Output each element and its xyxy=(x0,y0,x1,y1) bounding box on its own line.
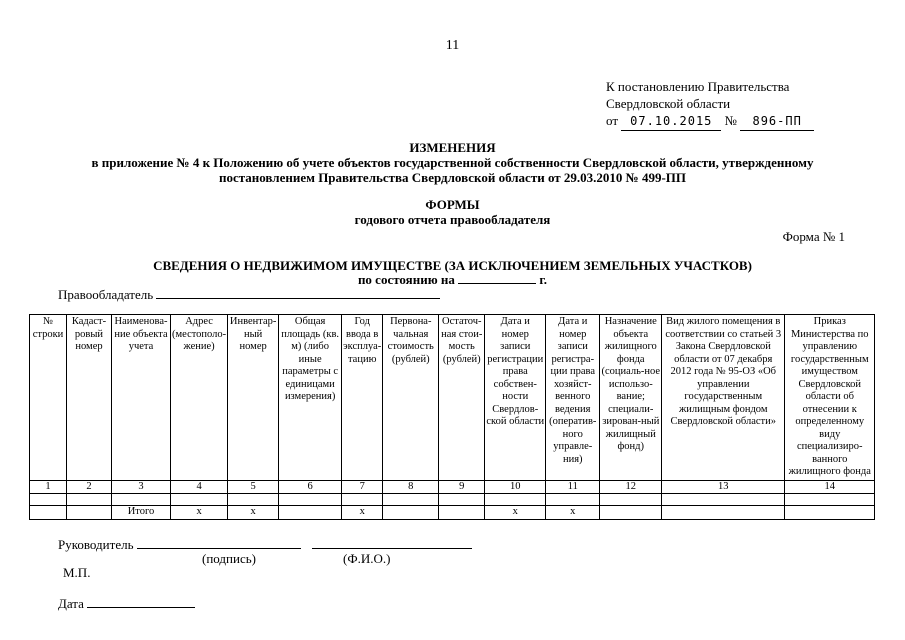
table-row xyxy=(30,494,875,506)
head-signature-line xyxy=(58,537,472,553)
table-cell[interactable] xyxy=(112,494,171,506)
total-cell xyxy=(439,506,485,520)
forms-subtitle: годового отчета правообладателя xyxy=(354,212,551,227)
total-cell xyxy=(662,506,785,520)
header-cell: Назначение объекта жилищного фонда (социаль-ное использо-вание; специали-зирован-ный жилищный фонд) xyxy=(600,315,662,481)
header-cell: Дата и номер записи регистрации права собствен-ности Свердлов-ской области xyxy=(485,315,546,481)
total-cell: x xyxy=(228,506,279,520)
table-cell[interactable] xyxy=(383,494,439,506)
column-number: 1 xyxy=(30,480,67,494)
total-cell: x xyxy=(171,506,228,520)
as-of-suffix: г. xyxy=(539,272,548,287)
column-number: 10 xyxy=(485,480,546,494)
header-cell: № строки xyxy=(30,315,67,481)
owner-line xyxy=(58,287,440,303)
total-cell: Итого xyxy=(112,506,171,520)
total-cell xyxy=(30,506,67,520)
table-cell[interactable] xyxy=(600,494,662,506)
owner-label: Правообладатель xyxy=(58,287,154,302)
column-number: 8 xyxy=(383,480,439,494)
table-cell[interactable] xyxy=(171,494,228,506)
header-cell: Вид жилого помещения в соответствии со статьей 3 Закона Свердловской области от 07 декабря 2012 года № 95-ОЗ «Об управлении государственным жилищным фондом Свердловской области» xyxy=(662,315,785,481)
reference-line-3 xyxy=(606,112,814,131)
table-cell[interactable] xyxy=(785,494,875,506)
header-cell: Год ввода в эксплуа-тацию xyxy=(342,315,383,481)
header-cell: Наименова-ние объекта учета xyxy=(112,315,171,481)
header-cell: Приказ Министерства по управлению государственным имуществом Свердловской области об отнесении к определенному виду специализиро-ванного жилищного фонда xyxy=(785,315,875,481)
table-cell[interactable] xyxy=(67,494,112,506)
form-number: Форма № 1 xyxy=(782,229,845,244)
table-cell[interactable] xyxy=(342,494,383,506)
column-number: 4 xyxy=(171,480,228,494)
total-row xyxy=(30,506,875,520)
reference-block xyxy=(606,78,814,131)
changes-subtitle-line-2: постановлением Правительства Свердловской области от 29.03.2010 № 499-ПП xyxy=(218,170,687,185)
total-cell xyxy=(67,506,112,520)
reference-from-label: от xyxy=(606,113,619,128)
header-cell: Общая площадь (кв. м) (либо иные параметры с единицами измерения) xyxy=(279,315,342,481)
table-cell[interactable] xyxy=(228,494,279,506)
column-number-row xyxy=(30,480,875,494)
changes-title: ИЗМЕНЕНИЯ xyxy=(409,140,496,155)
column-number: 6 xyxy=(279,480,342,494)
total-cell xyxy=(383,506,439,520)
header-cell: Дата и номер записи регистра-ции права хозяйст-венного ведения (оператив-ного управле-ния) xyxy=(546,315,600,481)
header-cell: Кадаст-ровый номер xyxy=(67,315,112,481)
page-number: 11 xyxy=(445,38,460,53)
seal-label: М.П. xyxy=(63,565,91,580)
table-cell[interactable] xyxy=(546,494,600,506)
date-label: Дата xyxy=(58,596,84,611)
forms-title: ФОРМЫ xyxy=(425,197,480,212)
signature-blank[interactable] xyxy=(137,537,301,549)
column-number: 12 xyxy=(600,480,662,494)
date-line xyxy=(58,596,195,612)
total-cell: x xyxy=(342,506,383,520)
head-label: Руководитель xyxy=(58,537,134,552)
column-number: 9 xyxy=(439,480,485,494)
reference-line-2: Свердловской области xyxy=(606,96,731,111)
owner-blank[interactable] xyxy=(156,287,440,299)
as-of-line xyxy=(0,272,905,288)
total-cell: x xyxy=(546,506,600,520)
changes-subtitle-line-1: в приложение № 4 к Положению об учете объектов государственной собственности Свердловской области, утвержденному xyxy=(91,155,814,170)
column-number: 7 xyxy=(342,480,383,494)
table-cell[interactable] xyxy=(485,494,546,506)
column-number: 2 xyxy=(67,480,112,494)
reference-number-label: № xyxy=(724,113,737,128)
table-header-row xyxy=(30,315,875,481)
total-cell xyxy=(600,506,662,520)
header-cell: Первона-чальная стоимость (рублей) xyxy=(383,315,439,481)
column-number: 5 xyxy=(228,480,279,494)
total-cell xyxy=(785,506,875,520)
as-of-date-blank[interactable] xyxy=(458,272,536,284)
reference-date: 07.10.2015 xyxy=(621,113,721,131)
total-cell: x xyxy=(485,506,546,520)
header-cell: Инвентар-ный номер xyxy=(228,315,279,481)
date-blank[interactable] xyxy=(87,596,195,608)
as-of-prefix: по состоянию на xyxy=(357,272,455,287)
header-cell: Адрес (местополо-жение) xyxy=(171,315,228,481)
full-name-caption: (Ф.И.О.) xyxy=(343,551,391,566)
total-cell xyxy=(279,506,342,520)
table-cell[interactable] xyxy=(30,494,67,506)
signature-caption: (подпись) xyxy=(202,551,256,566)
table-cell[interactable] xyxy=(662,494,785,506)
column-number: 3 xyxy=(112,480,171,494)
report-title: СВЕДЕНИЯ О НЕДВИЖИМОМ ИМУЩЕСТВЕ (ЗА ИСКЛЮЧЕНИЕМ ЗЕМЕЛЬНЫХ УЧАСТКОВ) xyxy=(153,258,752,273)
table-cell[interactable] xyxy=(439,494,485,506)
property-table xyxy=(29,314,875,520)
column-number: 14 xyxy=(785,480,875,494)
reference-number: 896-ПП xyxy=(740,113,814,131)
full-name-blank[interactable] xyxy=(312,537,472,549)
header-cell: Остаточ-ная стои-мость (рублей) xyxy=(439,315,485,481)
column-number: 13 xyxy=(662,480,785,494)
table-cell[interactable] xyxy=(279,494,342,506)
reference-line-1: К постановлению Правительства xyxy=(606,79,790,94)
column-number: 11 xyxy=(546,480,600,494)
